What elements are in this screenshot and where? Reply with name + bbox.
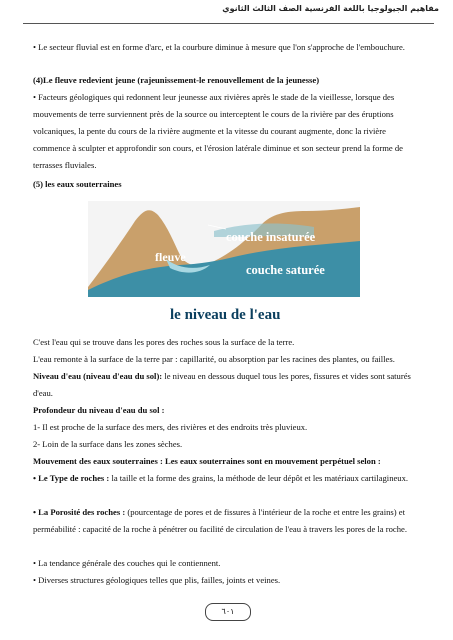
label-couche-insaturee: couche insaturée — [226, 230, 316, 244]
list-item-proche: 1- Il est proche de la surface des mers, des rivières et des endroits très pluvieux. — [33, 422, 308, 432]
paragraph-definition: C'est l'eau qui se trouve dans les pores des roches sous la surface de la terre. — [33, 337, 295, 347]
paragraph-remontee: L'eau remonte à la surface de la terre par : capillarité, ou absorption par les racines des plantes, ou failles. — [33, 354, 395, 364]
heading-profondeur: Profondeur du niveau d'eau du sol : — [33, 405, 165, 415]
label-couche-saturee: couche saturée — [246, 263, 325, 277]
paragraph-tendance: • La tendance générale des couches qui le contiennent. — [33, 558, 221, 568]
list-item-loin: 2- Loin de la surface dans les zones sèches. — [33, 439, 183, 449]
heading-mouvement: Mouvement des eaux souterraines : Les eaux souterraines sont en mouvement perpétuel selon : — [33, 456, 381, 466]
page-header: مفاهيم الجيولوجيا باللغة الفرنسية الصف الثالث الثانوي — [222, 4, 439, 13]
paragraph-structures: • Diverses structures géologiques telles que plis, failles, joints et veines. — [33, 575, 281, 585]
heading-eaux-souterraines: (5) les eaux souterraines — [33, 179, 122, 189]
paragraph-facteurs-geologiques: • Facteurs géologiques qui redonnent leur jeunesse aux rivières après le stade de la vieillesse, lorsque des mouvements de terre surviennent près de la source ou interceptent le cours de la rivière par des éruptions volcaniques, la pente du cours de la rivière augmente et la vitesse du courant augmente, donc la rivière commence à sculpter et approfondir son cours, et l'érosion latérale diminue et son secteur prend la forme de terrasses fluviales. — [33, 92, 403, 170]
paragraph-type-roches — [33, 470, 425, 487]
header-rule — [23, 23, 434, 24]
label-niveau-eau: le niveau de l'eau — [170, 307, 281, 323]
label-fleuve: fleuve — [155, 250, 186, 264]
heading-rajeunissement: (4)Le fleuve redevient jeune (rajeunissement-le renouvellement de la jeunesse) — [33, 75, 320, 85]
page-number: ٦٠١ — [205, 603, 251, 621]
term-type-roches: • Le Type de roches : — [33, 473, 110, 483]
paragraph-porosite — [33, 504, 425, 538]
term-porosite: • La Porosité des roches : — [33, 507, 126, 517]
definition-porosite: (pourcentage de pores et de fissures à l'intérieur de la roche et entre les grains) et perméabilité : capacité de la roche à pénétrer ou facilité de circulation de l'eau à travers les pores de la roche. — [33, 507, 407, 534]
term-niveau-eau: Niveau d'eau (niveau d'eau du sol): — [33, 371, 163, 381]
paragraph-niveau-eau — [33, 368, 425, 402]
groundwater-diagram — [88, 201, 360, 329]
definition-niveau-eau: le niveau en dessous duquel tous les pores, fissures et vides sont saturés d'eau. — [33, 371, 411, 398]
definition-type-roches: la taille et la forme des grains, la méthode de leur dépôt et les matériaux cartilagineux. — [109, 473, 409, 483]
paragraph-secteur-fluvial: • Le secteur fluvial est en forme d'arc, et la courbure diminue à mesure que l'on s'approche de l'embouchure. — [33, 42, 405, 52]
